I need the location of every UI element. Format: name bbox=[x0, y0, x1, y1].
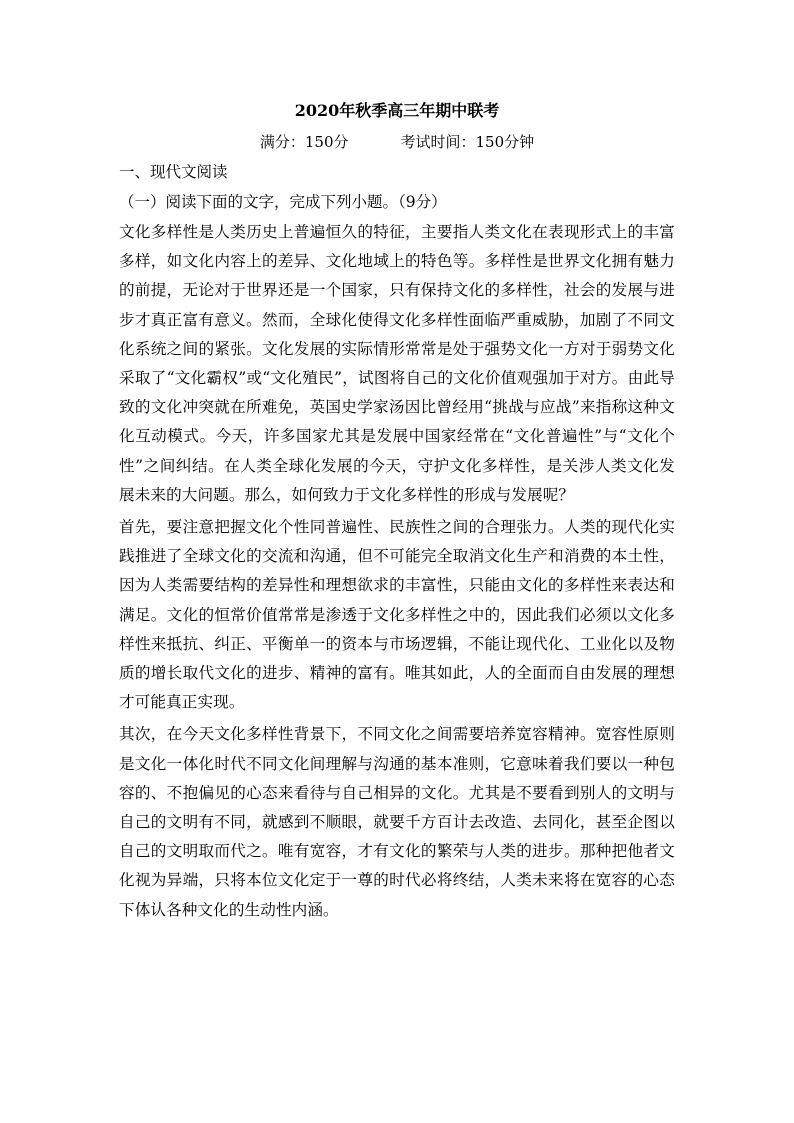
section-heading: 一、现代文阅读 bbox=[119, 163, 228, 181]
exam-meta bbox=[119, 129, 675, 155]
exam-title: 2020年秋季高三年期中联考 bbox=[294, 101, 500, 120]
section-subheading: （一）阅读下面的文字，完成下列小题。（9分） bbox=[119, 193, 447, 211]
exam-time: 考试时间：150分钟 bbox=[400, 133, 535, 151]
full-score: 满分：150分 bbox=[259, 133, 349, 151]
paragraph-3: 其次，在今天文化多样性背景下，不同文化之间需要培养宽容精神。宽容性原则是文化一体化时代不同文化间理解与沟通的基本准则，它意味着我们要以一种包容的、不抱偏见的心态来看待与自己相异的文化。尤其是不要看到别人的文明与自己的文明有不同，就感到不顺眼，就要千方百计去改造、去同化，甚至企图以自己的文明取而代之。唯有宽容，才有文化的繁荣与人类的进步。那种把他者文化视为异端，只将本位文化定于一尊的时代必将终结，人类未来将在宽容的心态下体认各种文化的生动性内涵。 bbox=[119, 725, 675, 919]
paragraph-1: 文化多样性是人类历史上普遍恒久的特征，主要指人类文化在表现形式上的丰富多样，如文化内容上的差异、文化地域上的特色等。多样性是世界文化拥有魅力的前提，无论对于世界还是一个国家，只有保持文化的多样性，社会的发展与进步才真正富有意义。然而，全球化使得文化多样性面临严重威胁，加剧了不同文化系统之间的紧张。文化发展的实际情形常常是处于强势文化一方对于弱势文化采取了“文化霸权”或“文化殖民”，试图将自己的文化价值观强加于对方。由此导致的文化冲突就在所难免，英国史学家汤因比曾经用“挑战与应战”来指称这种文化互动模式。今天，许多国家尤其是发展中国家经常在“文化普遍性”与“文化个性”之间纠结。在人类全球化发展的今天，守护文化多样性，是关涉人类文化发展未来的大问题。那么，如何致力于文化多样性的形成与发展呢？ bbox=[119, 223, 675, 504]
paragraph-2: 首先，要注意把握文化个性同普遍性、民族性之间的合理张力。人类的现代化实践推进了全球文化的交流和沟通，但不可能完全取消文化生产和消费的本土性，因为人类需要结构的差异性和理想欲求的丰富性，只能由文化的多样性来表达和满足。文化的恒常价值常常是渗透于文化多样性之中的，因此我们必须以文化多样性来抵抗、纠正、平衡单一的资本与市场逻辑，不能让现代化、工业化以及物质的增长取代文化的进步、精神的富有。唯其如此，人的全面而自由发展的理想才可能真正实现。 bbox=[119, 518, 675, 712]
